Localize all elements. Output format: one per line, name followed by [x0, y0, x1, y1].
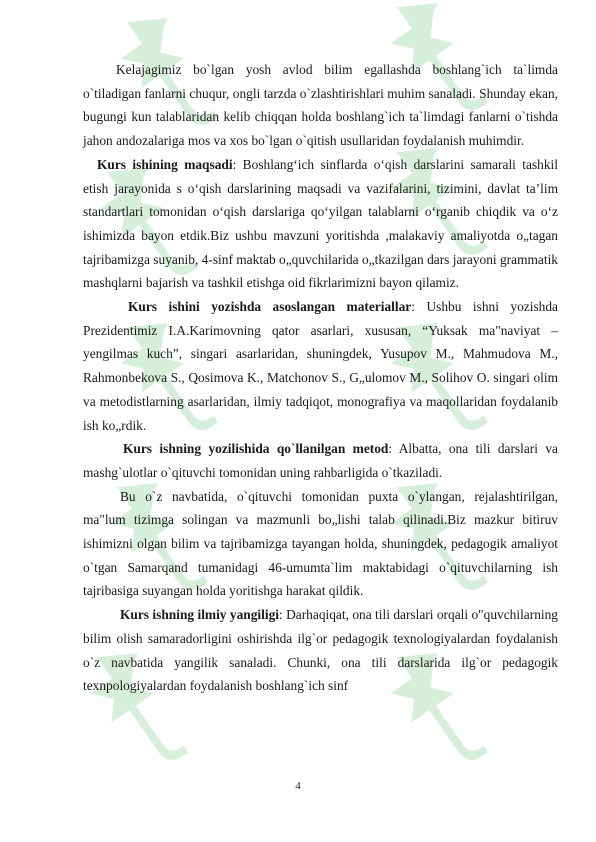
paragraph-heading: Kurs ishning ilmiy yangiligi: [120, 607, 279, 623]
page-number: 4: [295, 780, 301, 792]
paragraph-intro: [83, 58, 558, 153]
paragraph-text: : Boshlang‘ich sinflarda o‘qish darslarini samarali tashkil etish jarayonida s o‘qish darslarining maqsadi va vazifalarini, tizimini, davlat ta’lim standartlari tomonidan o‘qish darslariga qo‘yilgan talablarni o‘rganib chiqdik va o‘z ishimizda bayon etdik.Biz ushbu mavzuni yoritishda ,malakaviy amaliyotda o„tagan tajribamizga suyanib, 4-sinf maktab o„quvchilarida o„tkazilgan dars jarayoni grammatik mashqlarni bajarish va tashkil etishga oid fikrlarimizni bayon qilamiz.: [83, 156, 558, 291]
paragraph-novelty: [83, 603, 558, 698]
paragraph-text: : Ushbu ishni yozishda Prezidentimiz I.A.Karimovning qator asarlari, xususan, “Yuksak ma"naviyat – yengilmas kuch”, singari asarlaridan, shuningdek, Yusupov M., Mahmudova M., Rahmonbekova S., Qosimova K., Matchonov S., G„ulomov M., Solihov O. singari olim va metodistlarning asarlaridan, ilmiy tadqiqot, monografiya va maqollaridan foydalanib ish ko„rdik.: [83, 299, 558, 433]
paragraph-heading: Kurs ishining maqsadi: [97, 156, 233, 172]
paragraph-materials: [83, 295, 558, 437]
paragraph-text: : Darhaqiqat, ona tili darslari orqali o"quvchilarning bilim olish samaradorligini oshirishda ilg`or pedagogik texnologiyalardan foydalanish o`z navbatida yangilik sanaladi. Chunki, ona tili darslarida ilg`or pedagogik texnpologiyalardan foydalanish boshlang`ich sinf: [83, 607, 559, 694]
paragraph-text: Kelajagimiz bo`lgan yosh avlod bilim egallashda boshlang`ich ta`limda o`tiladigan fanlarni chuqur, ongli tarzda o`zlashtirishlari muhim sanaladi. Shunday ekan, bugungi kun talablaridan kelib chiqqan holda boshlang`ich ta`limdagi fanlarni o`tishda jahon andozalariga mos va xos bo`lgan o`qitish usullaridan foydalanish muhimdir.: [83, 62, 558, 149]
paragraph-method: [83, 437, 558, 484]
body-text: [83, 58, 558, 698]
paragraph-heading: Kurs ishning yozilishida qo`llanilgan metod: [123, 441, 389, 457]
paragraph-text: : Albatta, ona tili darslari va mashg`ulotlar o`qituvchi tomonidan uning rahbarligida o`tkaziladi.: [83, 441, 558, 480]
paragraph-approach: [83, 485, 558, 604]
paragraph-aim: [83, 153, 558, 295]
paragraph-text: Bu o`z navbatida, o`qituvchi tomonidan puxta o`ylangan, rejalashtirilgan, ma"lum tizimga solingan va mazmunli bo„lishi talab qilinadi.Biz mazkur bitiruv ishimizni olgan bilim va tajribamizga tayangan holda, shuningdek, pedagogik amaliyot o`tgan Samarqand tumanidagi 46-umumta`lim maktabidagi o`qituvchilarning ish tajribasiga suyangan holda yoritishga harakat qildik.: [83, 488, 558, 599]
paragraph-heading: Kurs ishini yozishda asoslangan materiallar: [128, 299, 412, 315]
